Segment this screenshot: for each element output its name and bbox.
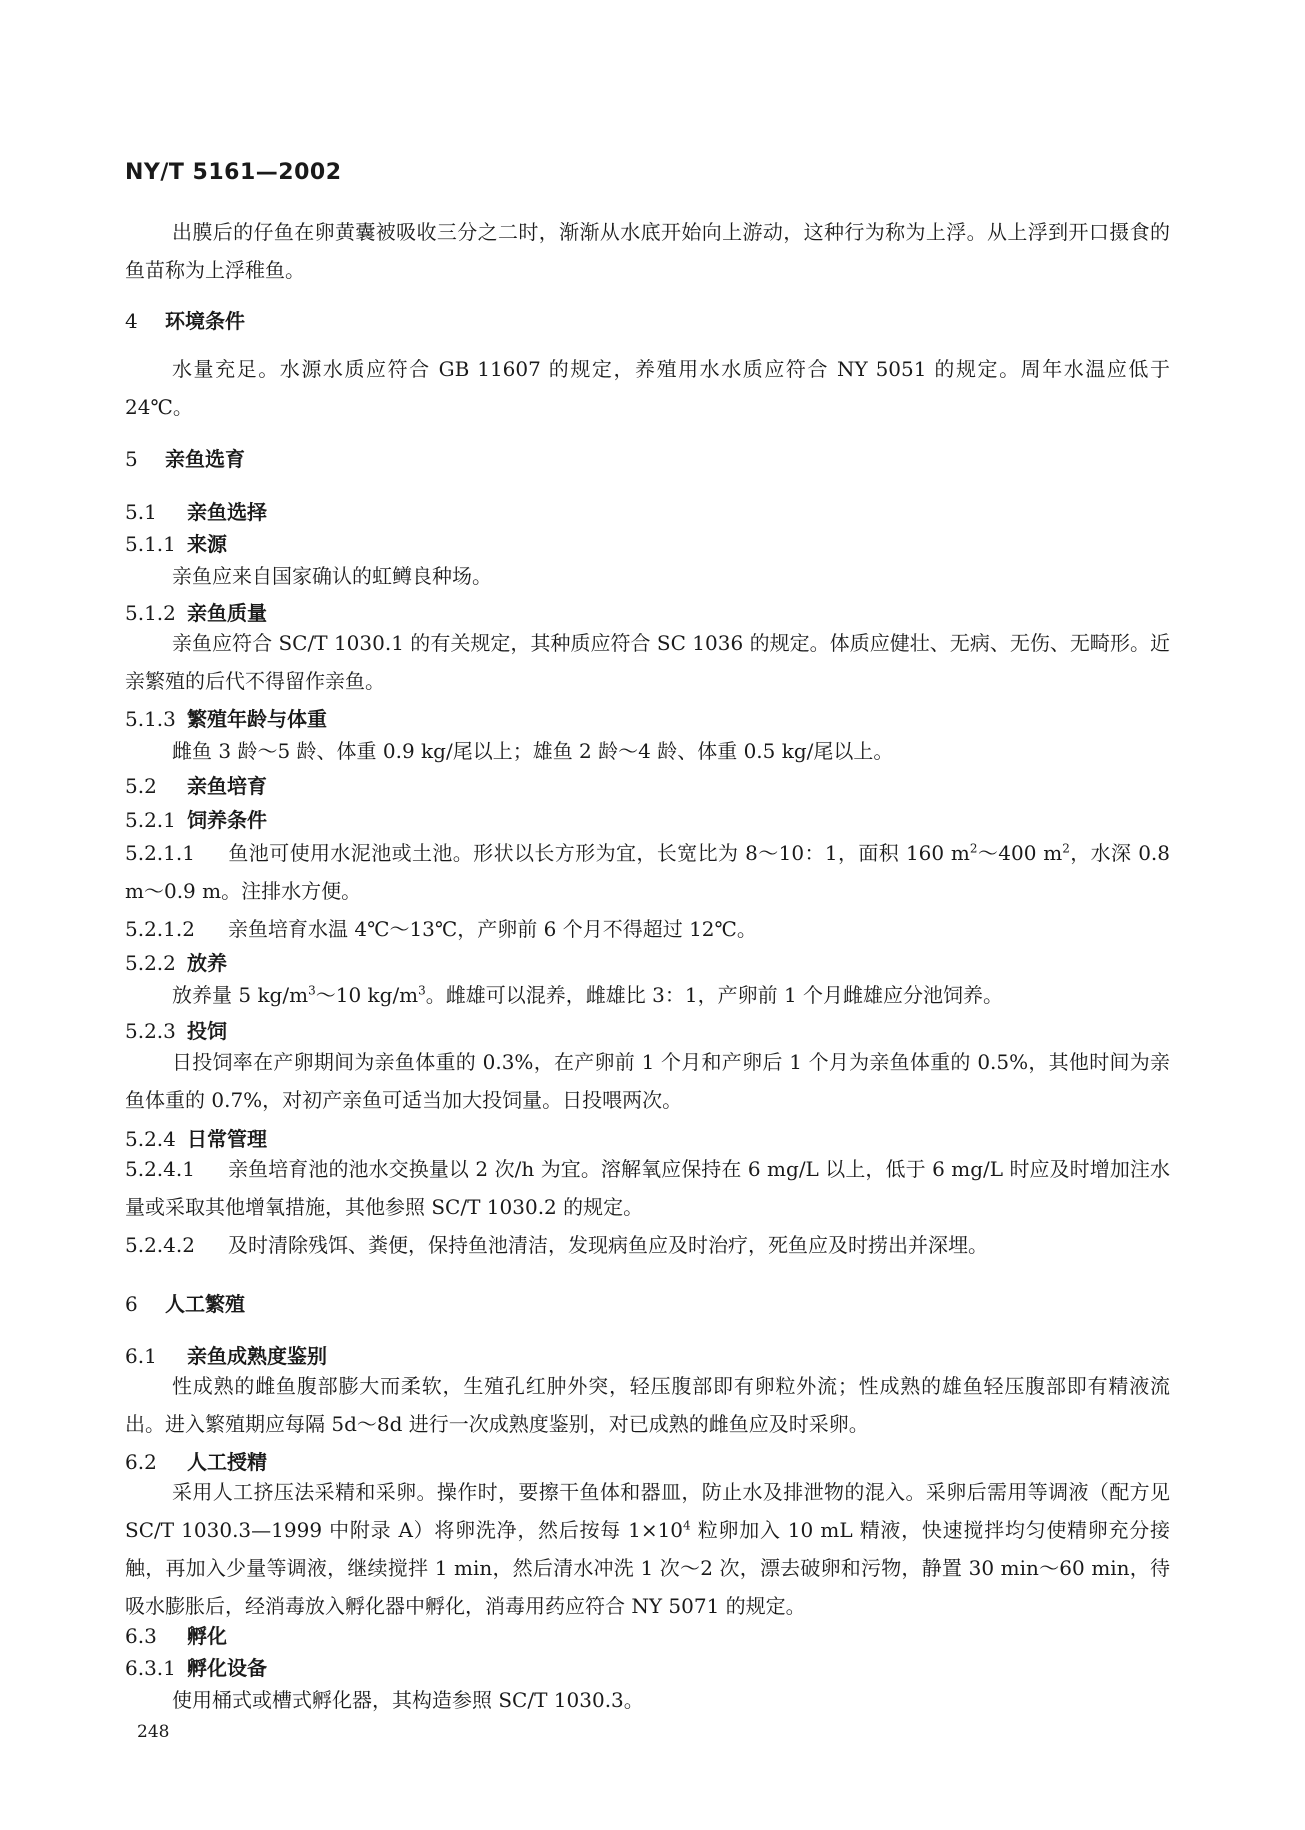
section-number: 5.2.2 [125, 951, 176, 975]
section-title: 来源 [187, 532, 227, 556]
paragraph-5-2-4-1 [125, 1150, 1170, 1226]
section-number: 5.1 [125, 500, 157, 524]
heading-section-5-1 [125, 496, 267, 525]
section-number: 5 [125, 447, 138, 471]
superscript: 4 [683, 1518, 691, 1533]
section-number: 4 [125, 309, 138, 333]
section-number: 5.1.2 [125, 601, 176, 625]
heading-section-4 [125, 305, 245, 334]
superscript: 2 [1062, 841, 1070, 856]
section-number: 6.3 [125, 1624, 157, 1648]
section-number: 5.2 [125, 774, 157, 798]
section-title: 亲鱼培育 [187, 774, 267, 798]
clause-text-c: 。雌雄可以混养，雌雄比 3：1，产卵前 1 个月雌雄应分池饲养。 [425, 983, 1004, 1007]
section-title: 环境条件 [165, 309, 245, 333]
heading-section-5-2-1 [125, 804, 267, 833]
heading-section-5 [125, 443, 245, 472]
page-number: 248 [137, 1722, 170, 1742]
section-number: 5.1.1 [125, 532, 176, 556]
clause-text-a: 采用人工挤压法采精和采卵。操作时，要擦干鱼体和器皿，防止水及排泄物的混入。采卵后需用等调液（配方见 SC/T 1030.3—1999 中附录 A）将卵洗净，然后按每 1×10 [125, 1480, 1170, 1542]
clause-number: 5.2.4.1 [125, 1157, 195, 1181]
heading-section-5-1-1 [125, 528, 227, 557]
clause-text: 亲鱼培育水温 4℃～13℃，产卵前 6 个月不得超过 12℃。 [228, 917, 757, 941]
section-number: 5.2.4 [125, 1127, 176, 1151]
heading-section-6-3 [125, 1620, 227, 1649]
paragraph-5-2-3: 日投饲率在产卵期间为亲鱼体重的 0.3%，在产卵前 1 个月和产卵后 1 个月为亲鱼体重的 0.5%，其他时间为亲鱼体重的 0.7%，对初产亲鱼可适当加大投饲量。日投喂两次。 [125, 1050, 1170, 1112]
paragraph-6-1: 性成熟的雌鱼腹部膨大而柔软，生殖孔红肿外突，轻压腹部即有卵粒外流；性成熟的雄鱼轻压腹部即有精液流出。进入繁殖期应每隔 5d～8d 进行一次成熟度鉴别，对已成熟的雌鱼应及时采卵。 [125, 1374, 1170, 1436]
paragraph-section-4: 水量充足。水源水质应符合 GB 11607 的规定，养殖用水水质应符合 NY 5051 的规定。周年水温应低于 24℃。 [125, 357, 1170, 419]
paragraph-5-2-1-2 [125, 910, 1170, 948]
paragraph-upfloat-definition: 出膜后的仔鱼在卵黄囊被吸收三分之二时，渐渐从水底开始向上游动，这种行为称为上浮。从上浮到开口摄食的鱼苗称为上浮稚鱼。 [125, 220, 1170, 282]
superscript: 2 [969, 841, 978, 856]
clause-text: 及时清除残饵、粪便，保持鱼池清洁，发现病鱼应及时治疗，死鱼应及时捞出并深埋。 [228, 1233, 988, 1257]
section-title: 亲鱼质量 [187, 601, 267, 625]
clause-text-c: ，水深 0.8 m～0.9 m。注排水方便。 [125, 841, 1171, 903]
section-title: 孵化 [187, 1624, 227, 1648]
paragraph-5-2-4-2 [125, 1226, 1170, 1264]
section-title: 人工授精 [187, 1450, 267, 1474]
paragraph-5-1-1: 亲鱼应来自国家确认的虹鳟良种场。 [172, 564, 492, 588]
clause-text-b: ～10 kg/m [315, 983, 419, 1007]
section-title: 人工繁殖 [165, 1292, 245, 1316]
superscript: 3 [418, 983, 426, 998]
section-title: 日常管理 [187, 1127, 267, 1151]
heading-section-6-3-1 [125, 1652, 267, 1681]
clause-text-b: 粒卵加入 10 mL 精液，快速搅拌均匀使精卵充分接触，再加入少量等调液，继续搅拌 1 min，然后清水冲洗 1 次～2 次，漂去破卵和污物，静置 30 min～60 min，待吸水膨胀后，经消毒放入孵化器中孵化，消毒用药应符合 NY 5071 的规定。 [125, 1518, 1171, 1618]
heading-section-5-1-3 [125, 703, 327, 732]
paragraph-6-3-1: 使用桶式或槽式孵化器，其构造参照 SC/T 1030.3。 [172, 1688, 644, 1712]
paragraph-5-2-1-1 [125, 834, 1170, 910]
heading-section-5-2-4 [125, 1123, 267, 1152]
section-number: 6.2 [125, 1450, 157, 1474]
section-number: 5.2.3 [125, 1019, 176, 1043]
heading-section-5-2-3 [125, 1015, 227, 1044]
superscript: 3 [308, 983, 316, 998]
section-title: 投饲 [187, 1019, 227, 1043]
heading-section-5-2 [125, 770, 267, 799]
clause-number: 5.2.1.1 [125, 841, 195, 865]
section-title: 亲鱼选育 [165, 447, 245, 471]
clause-number: 5.2.1.2 [125, 917, 195, 941]
section-title: 放养 [187, 951, 227, 975]
paragraph-5-2-2 [172, 979, 1003, 1008]
paragraph-5-1-3: 雌鱼 3 龄～5 龄、体重 0.9 kg/尾以上；雄鱼 2 龄～4 龄、体重 0.5 kg/尾以上。 [172, 739, 894, 763]
paragraph-6-2 [125, 1473, 1170, 1625]
section-title: 亲鱼成熟度鉴别 [187, 1344, 327, 1368]
heading-section-6-1 [125, 1340, 327, 1369]
section-title: 孵化设备 [187, 1656, 267, 1680]
section-number: 5.2.1 [125, 808, 176, 832]
section-title: 饲养条件 [187, 808, 267, 832]
section-number: 5.1.3 [125, 707, 176, 731]
paragraph-5-1-2: 亲鱼应符合 SC/T 1030.1 的有关规定，其种质应符合 SC 1036 的规定。体质应健壮、无病、无伤、无畸形。近亲繁殖的后代不得留作亲鱼。 [125, 631, 1170, 693]
section-number: 6 [125, 1292, 138, 1316]
clause-text-b: ～400 m [977, 841, 1063, 865]
heading-section-6-2 [125, 1446, 267, 1475]
heading-section-5-1-2 [125, 597, 267, 626]
section-number: 6.3.1 [125, 1656, 176, 1680]
section-number: 6.1 [125, 1344, 157, 1368]
clause-text: 亲鱼培育池的池水交换量以 2 次/h 为宜。溶解氧应保持在 6 mg/L 以上，低于 6 mg/L 时应及时增加注水量或采取其他增氧措施，其他参照 SC/T 1030.2 的规定。 [125, 1157, 1170, 1219]
section-title: 亲鱼选择 [187, 500, 267, 524]
clause-number: 5.2.4.2 [125, 1233, 195, 1257]
clause-text-a: 放养量 5 kg/m [172, 983, 309, 1007]
heading-section-6 [125, 1288, 245, 1317]
clause-text-a: 鱼池可使用水泥池或土池。形状以长方形为宜，长宽比为 8～10：1，面积 160 m [228, 841, 970, 865]
section-title: 繁殖年龄与体重 [187, 707, 327, 731]
standard-number: NY/T 5161—2002 [125, 160, 342, 185]
heading-section-5-2-2 [125, 947, 227, 976]
